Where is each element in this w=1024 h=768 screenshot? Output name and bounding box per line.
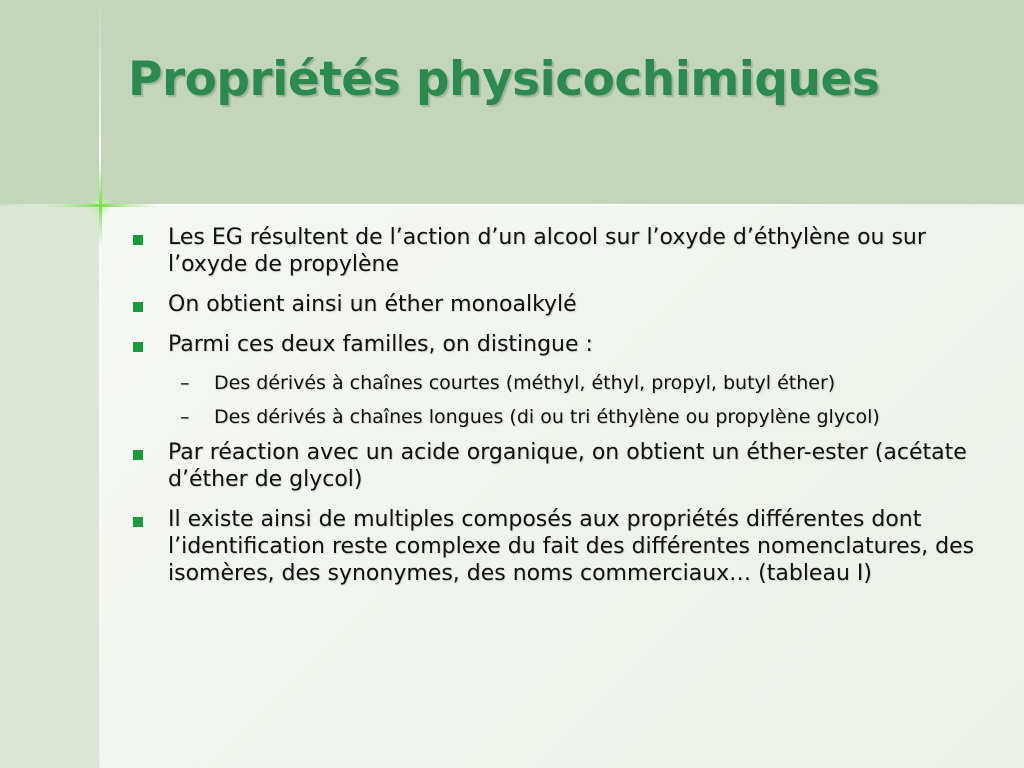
list-item-text: Il existe ainsi de multiples composés aux propriétés différentes dont l’identification reste complexe du fait des différentes nomenclatures, des isomères, des synonymes, des noms commerciaux… (tableau I) [168,507,975,586]
list-item-text: Par réaction avec un acide organique, on obtient un éther-ester (acétate d’éther de glycol) [168,440,967,492]
sub-list-item-text: Des dérivés à chaînes courtes (méthyl, éthyl, propyl, butyl éther) [214,372,836,394]
sub-list-item [128,405,998,429]
square-bullet-icon [133,302,143,312]
square-bullet-icon [133,342,143,352]
left-band [0,206,100,768]
bullet-list [128,224,998,600]
square-bullet-icon [133,235,143,245]
sub-list-item [128,371,998,395]
square-bullet-icon [133,517,143,527]
list-item [128,224,998,278]
list-item [128,506,998,587]
dash-marker: – [180,406,190,428]
list-item [128,439,998,493]
slide-title: Propriétés physicochimiques [128,52,880,107]
square-bullet-icon [133,450,143,460]
list-item [128,331,998,358]
sub-list-item-text: Des dérivés à chaînes longues (di ou tri éthylène ou propylène glycol) [214,406,880,428]
list-item-text: On obtient ainsi un éther monoalkylé [168,292,577,317]
dash-marker: – [180,372,190,394]
list-item-text: Les EG résultent de l’action d’un alcool sur l’oxyde d’éthylène ou sur l’oxyde de propylène [168,225,926,277]
vertical-divider [99,0,101,768]
list-item-text: Parmi ces deux familles, on distingue : [168,332,593,357]
list-item [128,291,998,318]
